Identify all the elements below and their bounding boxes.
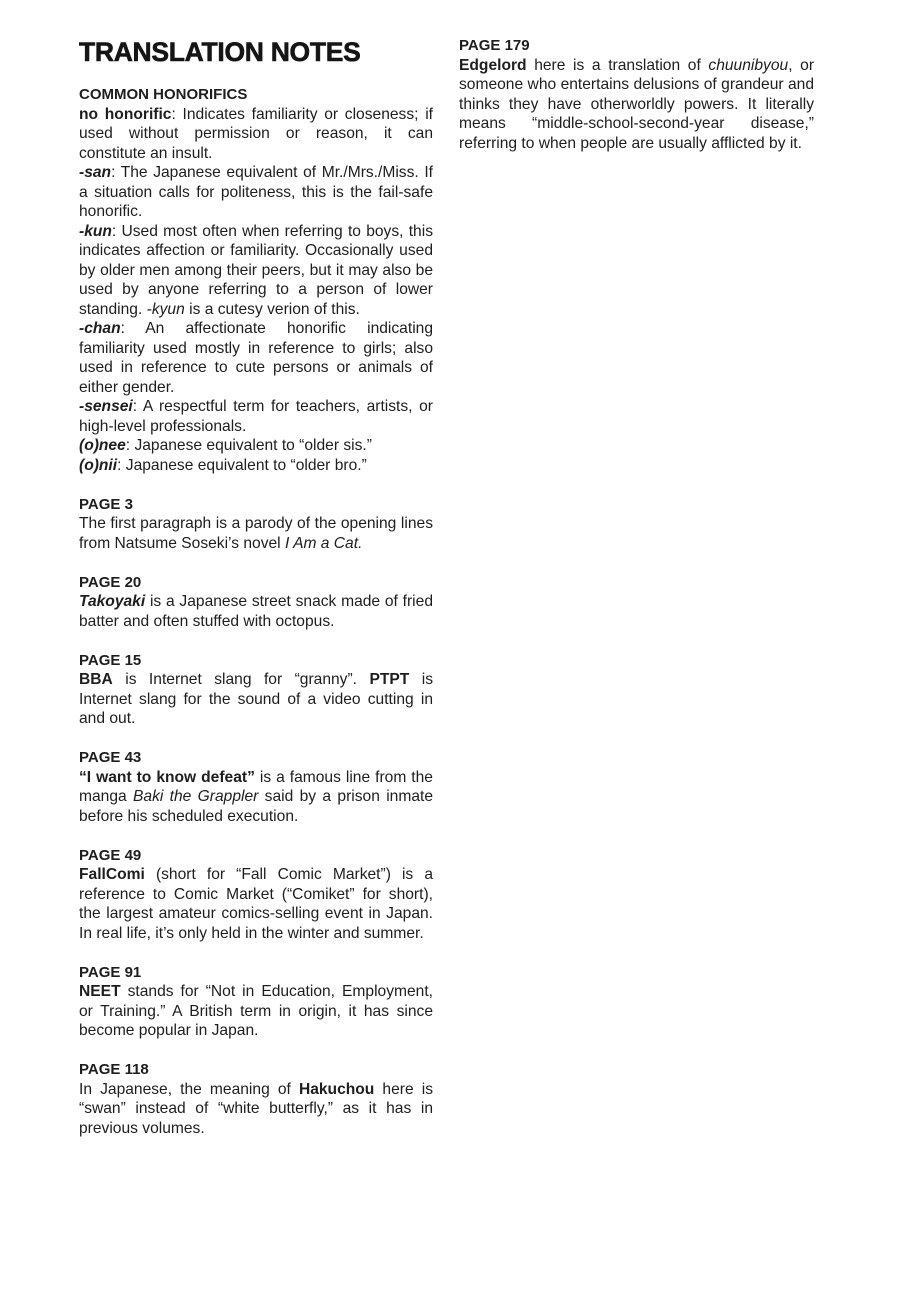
section-heading: PAGE 91 xyxy=(79,963,142,981)
body-text: is a cutesy verion of this. xyxy=(184,300,360,318)
section-heading: PAGE 20 xyxy=(79,573,142,591)
term-text: chuunibyou xyxy=(708,56,789,74)
note-section xyxy=(79,573,433,632)
note-paragraph xyxy=(459,56,814,154)
section-heading: PAGE 118 xyxy=(79,1061,149,1078)
body-text: : An affectionate honorific indicating familiarity used mostly in reference to girls; also used in reference to cute persons or animals of either gender. xyxy=(79,320,433,396)
term-text: -kyun xyxy=(146,300,185,318)
note-paragraph xyxy=(79,768,433,827)
body-text: is a famous line from the manga xyxy=(79,768,433,805)
section-heading: PAGE 49 xyxy=(79,846,142,864)
body-text: here is “swan” instead of “white butterfly,” as it has in previous volumes. xyxy=(79,1080,433,1137)
body-text: stands for “Not in Education, Employment, or Training.” A British term in origin, it has since become popular in Japan. xyxy=(79,983,433,1039)
note-paragraph xyxy=(79,319,433,397)
note-section xyxy=(79,495,433,554)
term-text: -chan xyxy=(79,320,121,337)
term-text: Hakuchou xyxy=(298,1080,375,1098)
body-text: , or someone who entertains delusions of grandeur and thinks they have otherworldly powers. It literally means “middle-school-second-year disease,” referring to when people are usually afflicted by it. xyxy=(459,56,815,152)
term-text: -kun xyxy=(79,222,112,240)
note-paragraph xyxy=(79,982,433,1041)
body-text: (short for “Fall Comic Market”) is a reference to Comic Market (“Comiket” for short), the largest amateur comics-selling event in Japan. In real life, it’s only held in the winter and summer. xyxy=(79,866,433,942)
body-text: : The Japanese equivalent of Mr./Mrs./Miss. If a situation calls for politeness, this is the fail-safe honorific. xyxy=(79,164,433,220)
left-column xyxy=(79,36,433,1158)
term-text: -sensei xyxy=(79,398,133,415)
note-paragraph xyxy=(79,592,433,631)
note-section xyxy=(79,85,433,475)
term-text: -san xyxy=(79,164,112,181)
right-notes xyxy=(459,36,814,153)
section-heading: PAGE 179 xyxy=(459,37,530,54)
note-paragraph xyxy=(79,436,433,456)
term-text: “I want to know defeat” xyxy=(79,768,255,786)
body-text: : Used most often when referring to boys, this indicates affection or familiarity. Occasionally used by older men among their peers, but it may also be used by anyone referring to a person of lower standing. xyxy=(79,222,433,318)
note-section xyxy=(79,846,433,944)
note-paragraph xyxy=(79,865,433,943)
body-text: is a Japanese street snack made of fried batter and often stuffed with octopus. xyxy=(79,593,433,630)
note-section xyxy=(79,963,433,1041)
right-column xyxy=(459,36,814,173)
note-section xyxy=(79,748,433,826)
term-text: I Am a Cat. xyxy=(284,534,363,552)
note-paragraph xyxy=(79,105,433,164)
term-text: Takoyaki xyxy=(79,593,146,610)
body-text: is Internet slang for the sound of a video cutting in and out. xyxy=(79,671,433,727)
note-section xyxy=(459,36,814,153)
body-text: is Internet slang for “granny”. xyxy=(112,671,370,688)
body-text: : Indicates familiarity or closeness; if used without permission or reason, it can constitute an insult. xyxy=(79,105,433,162)
body-text: : A respectful term for teachers, artists, or high-level professionals. xyxy=(79,398,433,435)
body-text: here is a translation of xyxy=(526,56,709,74)
note-paragraph xyxy=(79,163,433,222)
left-notes xyxy=(79,85,433,1138)
term-text: (o)nii xyxy=(79,456,118,474)
note-paragraph xyxy=(79,222,433,320)
note-section xyxy=(79,1060,433,1138)
body-text: said by a prison inmate before his scheduled execution. xyxy=(79,788,434,825)
term-text: PTPT xyxy=(369,671,410,688)
term-text: (o)nee xyxy=(79,437,126,454)
note-paragraph xyxy=(79,1080,433,1139)
note-paragraph xyxy=(79,670,433,729)
term-text: BBA xyxy=(79,671,113,688)
term-text: Baki the Grappler xyxy=(133,788,259,805)
section-heading: PAGE 43 xyxy=(79,749,142,766)
page-title: TRANSLATION NOTES xyxy=(79,37,361,67)
body-text: : Japanese equivalent to “older sis.” xyxy=(125,437,372,454)
section-heading: COMMON HONORIFICS xyxy=(79,86,248,103)
section-heading: PAGE 15 xyxy=(79,651,142,669)
term-text: no honorific xyxy=(79,105,172,123)
note-paragraph xyxy=(79,456,433,476)
note-paragraph xyxy=(79,514,433,553)
term-text: Edgelord xyxy=(459,56,527,74)
term-text: NEET xyxy=(79,983,121,1000)
note-paragraph xyxy=(79,397,433,436)
note-section xyxy=(79,651,433,729)
section-heading: PAGE 3 xyxy=(79,495,133,513)
body-text: : Japanese equivalent to “older bro.” xyxy=(117,456,367,474)
body-text: In Japanese, the meaning of xyxy=(79,1080,299,1098)
term-text: FallComi xyxy=(79,866,145,883)
body-text: The first paragraph is a parody of the opening lines from Natsume Soseki’s novel xyxy=(79,515,433,552)
